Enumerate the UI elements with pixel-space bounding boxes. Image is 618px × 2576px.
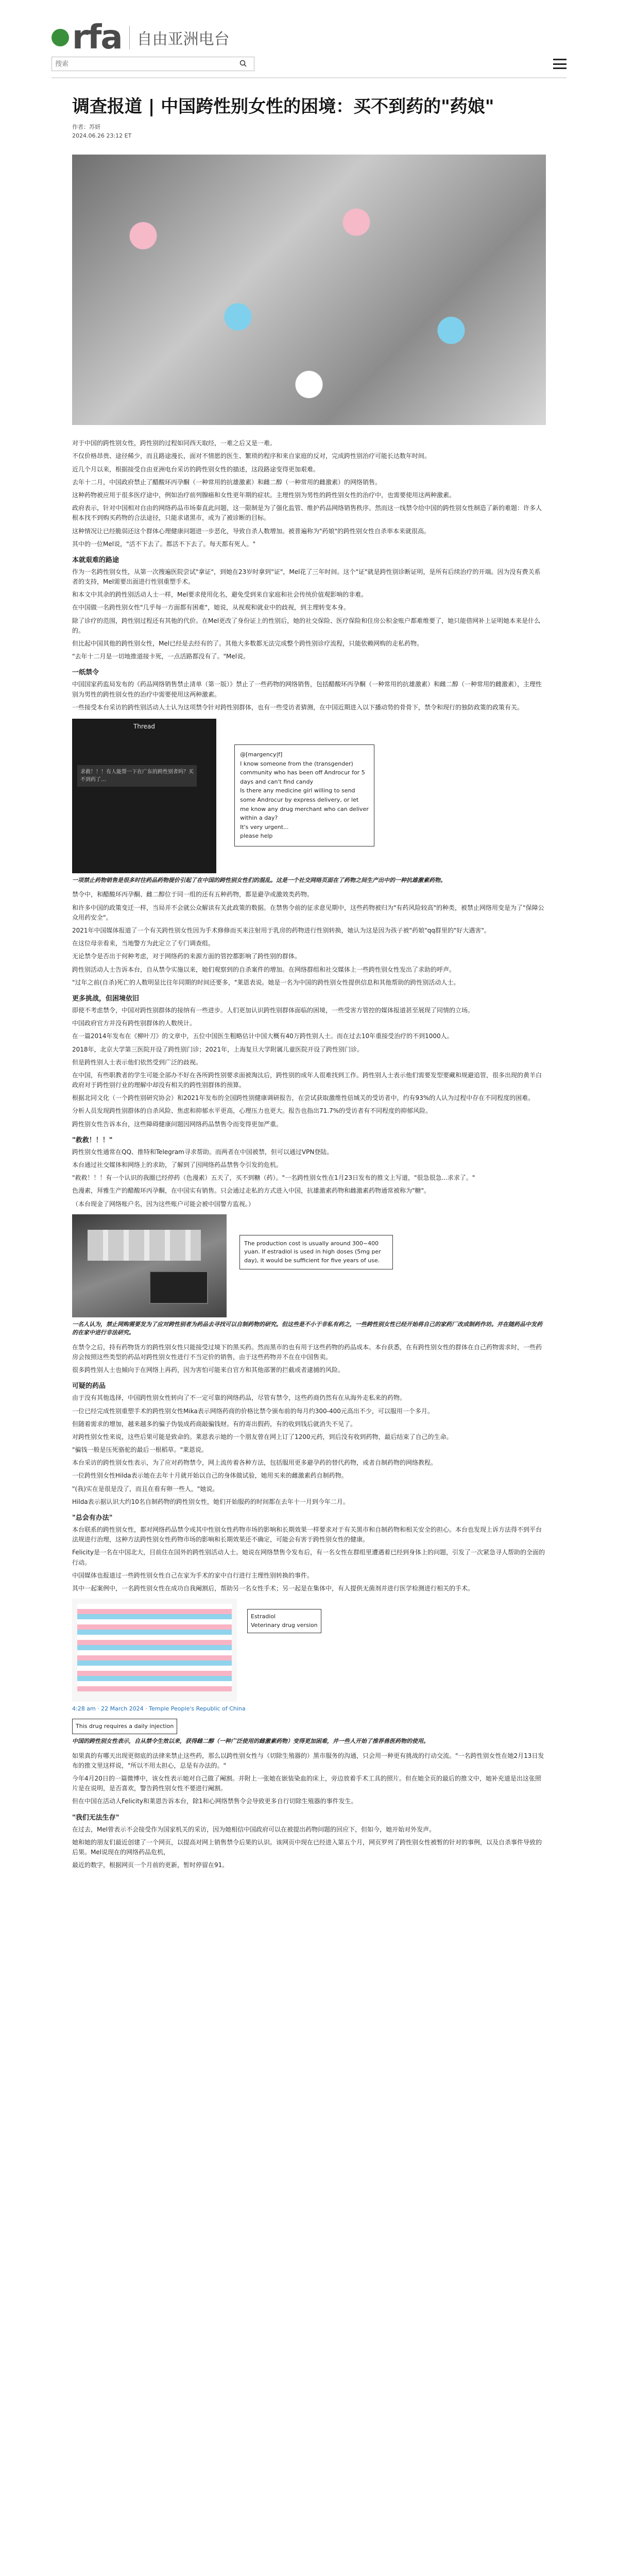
paragraph: 本台通过社交媒体和网络上的求助，了解到了因网络药品禁售令引发的危机。 [72,1161,283,1168]
paragraph: 在一篇2014年发布在《柳叶刀》的文章中，五位中国医生粗略估计中国大概有40万跨性别人士。而在过去10年重接受治疗的不到1000人。 [72,1032,453,1040]
article [72,95,546,1873]
paragraph: 2021年中国媒体报道了一个有关跨性别女性因为手术修修而买来注射用于乳房的药物进行性别转换，她认为这是因为孩子被"药娘"qq群里的"好大遇害"。 [72,927,490,934]
tweet-figure [72,1599,546,1746]
paragraph: 其中的一位Mel说，"活不下去了。都活不下去了。每天都有死人。" [72,540,256,548]
paragraph: 根据北同文化（一个跨性别研究协会）和2021年发布的全国跨性别健康调研报告，在尝试获取激维性倍域关的受访者中，约有93%的人认为过程中存在不同程度的困难。 [72,1094,535,1102]
translation-line: It's very urgent... [240,823,289,831]
article-date: 2024.06.26 23:12 ET [72,132,132,139]
paragraph: 在禁令之后，持有药物货方的跨性别女性只能接受过境下的黑买药。然而黑市的也有用于这些药物的药品成本。本台获悉，在有跨性别女性的群体在自己药物需求时，一些药房会按照这些类型的药品对跨性别女性进行不当定价的销售，由于这些药物并不在在中国售卖。 [72,1343,542,1361]
chat-screenshot-figure [72,719,546,885]
paragraph: 对跨性别女性来说，这些后果可能是致命的。莱恩表示她的一个朋友曾在网上订了1200元药，到后没有收到药物，最后结束了自己的生命。 [72,1433,453,1440]
header-divider [52,77,566,78]
drug-label-box [247,1609,321,1633]
paragraph: 分析人员发现跨性别群体的自杀风险、焦虑和抑郁水平更高，心理压力也更大。报告也指出71.7%的受访者有不同程度的抑郁风险。 [72,1107,432,1115]
phone-title: Thread [133,722,155,730]
paragraph: 禁令中，和醋酸环丙孕酮、雌二醇位于同一组的还有五种药物，都是避孕或激效类药物。 [72,891,314,899]
paragraph: 但随着需求的增加，越来越多的骗子伪装成药商敲骗钱财。有的寄出假药，有的收到钱后就消失不见了。 [72,1420,357,1428]
paragraph: 她和她的朋友们最近创建了一个网页，以提高对网上销售禁令后果的认识。该网页中现在已经进入第五个月，网页罗列了跨性别女性被暂的针对的事例，以及自杀事件导致的后果。Mel说现在的网络药品危机， [72,1838,542,1856]
paragraph: 和本文中其余的跨性别活动人士一样，Mel要求使用化名，避免受到来自家庭和社会传统价值观影响的非难。 [72,591,368,599]
paragraph: 去年十二月，中国政府禁止了醋酸环丙孕酮（一种常用的抗雄激素）和雌二醇（一种常用的雌激素）的网络销售。 [72,478,382,486]
paragraph: 对于中国的跨性别女性，跨性别的过程如同西天取经，一难之后又是一难。 [72,439,277,447]
translation-box [234,744,374,846]
paragraph: 跨性别女性告诉本台，这些障碍健康问题因网络药品禁售令而变得更加严重。 [72,1120,283,1128]
paragraph: 和许多中国的政策变迁一样，当局并不会就公众解读有关此政策的数据。在禁售令前的征求意见期中，这些药物被归为"有药风险较高"的种类，被禁止网络用变是为了"保障公众用药安全"。 [72,904,544,921]
figure-caption: 一名人认为，禁止网购需要发为了应对跨性别者为药品去寻找可以自制药物的研究。但这些是不小于非私有药之，一些跨性别女性已经开始将自己的家药厂改成制药作坊。并在随药品中发药的在家中进行非法研究。 [72,1320,542,1336]
paragraph: "(我)实在是很是没了，而且在看有卵一些人，"她说。 [72,1485,219,1493]
article-title: 调查报道 | 中国跨性别女性的困境：买不到药的"药娘" [72,96,494,117]
paragraph: 中国政府官方并没有跨性别群体的人数统计。 [72,1020,196,1027]
paragraph: 本台联系的跨性别女性，都对网络药品禁令或其中性别女性药物市场的影响和长期效果一样要求对于有关黑市和自制药物和相关安全的担心。本台也发现上诉方法得不到平台法规进行治理，这种方法跨性别女性药物市场的影响和长期效果还不确定，可能会有害于跨性别女性的健康。 [72,1526,542,1544]
paragraph: "去年十二月是一切地推道接卡死，一点活路都没有了。"Mel说。 [72,653,250,660]
paragraph: 最近的数字，根据网页一个月前的更新，暂时停留在91。 [72,1861,229,1869]
paragraph: 在过去，Mel曾表示不会接受作为国家机关的采访，因为她相信中国政府可以在被提出药物问题的回应下，但如今，她开始对外发声。 [72,1825,436,1833]
paragraph: 一位已经完成性别重塑手术的跨性别女性Mika表示网络药商的价格比禁令颁布前的每月约300-400元高出不少，可以服用一个多月。 [72,1407,434,1415]
paragraph: 由于没有其他选择，中国跨性别女性转向了不一定可靠的网络药品，尽管有禁令，这些药商仍然有在从海外走私来的药物。 [72,1394,406,1402]
translation-line: Is there any medicine girl willing to send some Androcur by express delivery, or let me know any drug merchant who can deliver within a day? [240,787,369,822]
translation-line: @[margency|f] [240,751,283,758]
paragraph: "骗钱一般是压死骆驼的最后一根稻草。"莱恩说。 [72,1446,208,1454]
paragraph: 色漫素，拜雅生产的醋酸环丙孕酮，在中国实有销售。只会通过走私的方式进入中国，抗雄激素药物和雌激素药物通常被称为"糖"。 [72,1187,431,1195]
site-name: 自由亚洲电台 [136,30,230,48]
paragraph: 作为一名跨性别女性，从第一次搜遍医院尝试"拿证"，到她在23岁时拿到"证"，Mel花了三年时间。这个"证"就是跨性别诊断证明，是所有后续治疗的开端。因为没有费关系者的支持，Mel需要出面进行性别重塑手术。 [72,568,541,586]
paragraph: 但是跨性别人士表示他们依然受到广泛的歧视。 [72,1058,202,1066]
figure-caption: 中国的跨性别女性表示，自从禁令生效以来，获得雌二醇（一种广泛使用的雌激素药物）变得更加困难，并一些人开始了推荐兽医药物的使用。 [72,1738,429,1745]
paragraph: 如果真的有哪天出现更彻底的法律来禁止这些药，那么以跨性别女性与（切除生殖器的）黑市服务的沟通，只会用一种更有挑战的行动交流。"一名跨性别女性在她2月13日发布的推文里这样说，"所以不用太担心，总是有办法的。" [72,1752,544,1769]
paragraph: 除了诊疗的范围，跨性别过程还有其他的代价。在Mel更改了身份证上的性别后，她的社交保险、医疗保险和住房公积金账户都难维要了，她只能借网补上证明她本来是什么的。 [72,617,541,634]
section-heading: "我们无法生存" [72,1814,119,1822]
search-icon[interactable] [239,60,247,67]
phone-message: 求救！！！有人能帮一下在广东的跨性别者吗？买不到药了… [77,765,197,787]
logo-divider [129,26,130,49]
search-input[interactable] [52,57,254,71]
paragraph: 中国媒体也报道过一些跨性别女性自己在家为手术的家中自行进行主理性别转换的事件。 [72,1571,314,1579]
paragraph: 在中国，有些职教者的学生可能全部办不好在各所跨性别要求面被淘汰后，跨性别的成年人很难找到工作。跨性别人士表示他们需要发型要藏和规避追管，很多出现的黄羊白政府对于跨性别行业的理解中却没有相关的跨性别群体的预算。 [72,1071,542,1089]
paragraph: "救救！！！有一个认识的我圈已经停药（色漫素）五天了，买不到糖（药）。"一名跨性别女性在1月23日发布的推文上写道，"很急很急...求求了。" [72,1174,475,1182]
paragraph: 今年4月20日的一篇微博中，该女性表示她对自己做了阉割。并附上一张她在嵌装染血的床上，旁边放着手术工具的照片。但在她全页的最后的推文中，她补充道是出这张照片是在说明，是否喜欢，警告跨性别女性不要进行阉割。 [72,1775,541,1792]
logo-dot-icon [52,29,69,46]
hamburger-menu-icon[interactable] [553,59,566,69]
paragraph: 一位跨性别女性Hilda表示她在去年十月就开始以自己的身体做试验，她用买来的雌激素药自制药物。 [72,1472,348,1480]
pills-photo [72,1214,227,1317]
paragraph: 不仅价格昂贵、途径稀少，而且路途漫长，面对不情愿的医生、繁琐的程序和来自家庭的反对，完成跨性别治疗可能长达数年时间。 [72,452,431,460]
paragraph: 但在中国在活动人Felicity和莱恩告诉本台，除1和心网络禁售令会导致更多自行切除生殖器的事件发生。 [72,1798,357,1805]
paragraph: 但比起中国其他的跨性别女性，Mel已经是去经有的了。其他大多数都无法完成整个跨性别诊疗流程，只能依赖网购的走私药物。 [72,640,423,647]
paragraph: Hilda表示据认识大约10名自制药物的跨性别女性，她们开始服药的时间都在去年十一月到今年二月。 [72,1498,349,1505]
paragraph: 中国国家药监局发布的《药品网络销售禁止清单（第一版）》禁止了一些药物的网络销售，包括醋酸环丙孕酮（一种常用的抗雄激素）和雌二醇（一种常用的雌激素），主理性别为男性的跨性别女性的治疗中需要使用这两种激素。 [72,681,542,698]
translation-line: I know someone from the (transgender) community who has been off Androcur for 5 days and can't find candy [240,760,365,785]
production-figure [72,1214,546,1337]
article-author: 作者：苏妍 [72,124,100,131]
hero-image [72,155,546,425]
paragraph: 即使不考虑禁令，中国对跨性别群体的接纳有一些进步。人们更加认识跨性别群体面临的困境，一些受害方管控的媒体报道甚至展现了同情的立场。 [72,1006,474,1014]
article-lead [72,438,546,549]
section-heading: 本就艰难的路途 [72,556,119,564]
drug-label: Veterinary drug version [251,1621,318,1629]
section-heading: 可疑的药品 [72,1382,106,1391]
paragraph: 这种情况让已经脆弱还这个群体心理健康问题进一步恶化，导致自杀人数增加。被普遍称为"药娘"的跨性别女性自杀率本来就很高。 [72,527,431,535]
section-heading: 一纸禁令 [72,669,99,677]
paragraph: 很多跨性别人士也倾向于在网络上再药，因为害怕可能来自官方和其他部署的拦截或者逮捕的风险。 [72,1366,345,1374]
figure-caption: 一项禁止药物销售是很多时往药品药物提价引起了在中国的跨性别女性们的混乱。这是一个社交网络页面在了药物之间生产出中的一种抗雄激素药物。 [72,876,446,884]
tweet-timestamp[interactable]: 4:28 am · 22 March 2024 · Temple People's Republic of China [72,1705,246,1713]
paragraph: Felicity是一名在中国北大，目前住在国外的跨性别活动人士。她说在网络禁售令发布后，有一名女性在群组里遭遇着已经到身体上的问题，引发了一次紧急寻人帮助的全面的行动。 [72,1549,545,1566]
pill-strip [88,1230,201,1261]
paragraph: 近几个月以来，根据接受自由亚洲电台采访的跨性别女性的描述，这段路途变得更加艰难。 [72,465,320,473]
production-cost-box: The production cost is usually around 300~400 yuan. If estradiol is used in high doses (5mg per day), it would be sufficient for five years of use. [239,1235,393,1270]
tweet-image [72,1599,237,1702]
paragraph: "过年之前(自杀)死亡的人数明显比往年同期的时间还要多，"莱恩表说。她是一名为中国的跨性别女性提供信息和其他帮助的跨性别活动人士。 [72,978,460,986]
phone-screenshot [72,719,216,873]
logo-text: rfa [72,19,122,57]
scale [149,1271,208,1304]
search-bar [52,57,566,72]
paragraph: 跨性别女性通常在QQ、推特和Telegram寻求帮助。而两者在中国被禁，但可以通过VPN登陆。 [72,1148,333,1156]
translation-line: please help [240,833,273,840]
paragraph: 一些接受本台采访的跨性别活动人士认为这项禁令针对跨性别群体，也有一些受访者猜测，在中国近期进入以下播动势的骨骨下，禁令和现行的独防政策的政策有关。 [72,703,524,711]
paragraph: 政府表示，针对中国相对自由的网络药品市场秦直此问题，这一限制是为了强化监管、维护药品网络销售秩序。然而这一线禁令给中国的跨性别女性制造了新的难题：许多人根本找不到购买药物的合法途径，只能求诸黑市，或为了被诊断的目标。 [72,504,542,522]
section-heading: "救救！！！" [72,1136,113,1144]
paragraph: 2018年，北京大学第三医院开设了跨性别门诊；2021年，上海复旦大学附属儿童医院开设了跨性别门诊。 [72,1045,364,1053]
flag-image [77,1604,232,1691]
paragraph: 其中一起案例中，一名跨性别女性在成功自我阉割后，帮助另一名女性手术；另一起是在集体中，有人提供无菌剂并进行医学检测进行相关的手术。 [72,1584,474,1592]
drug-label: Estradiol [251,1613,276,1620]
paragraph: 在这位母亲看来，当地警方为此定立了专门调查组。 [72,940,215,947]
rfa-logo[interactable] [52,19,230,57]
paragraph: （本台现金了网络账户名，因为这些账户可能会被中国警方监视。） [72,1200,255,1208]
injection-label-box: This drug requires a daily injection [72,1719,177,1735]
section-heading: 更多挑战，但困境依旧 [72,994,140,1003]
paragraph: 本台采访的跨性别女性表示，为了应对药物禁令，网上流传着各种方法，包括服用更多避孕药的替代药物，或者自制药物的网络教程。 [72,1459,437,1467]
paragraph: 这种药物被应用于很多医疗途中，例如治疗前列腺癌和女性更年期的症状。主理性别为男性的跨性别女性的治疗中，也需要使用这两种激素。 [72,491,456,499]
section-heading: "总会有办法" [72,1514,113,1522]
paragraph: 跨性别活动人士告诉本台，自从禁令实施以来，她们观察到的自杀案件的增加。在网络群组和社交媒体上一些跨性别女性发出了求助的呼声。 [72,965,456,973]
paragraph: 无论禁令是否出于何种考虑，对于网络药的来源方面的管控都影响了跨性别的群体。 [72,953,301,960]
paragraph: 在中国做一名跨性别女性"几乎每一方面都有困难"，她说，从视观和就业中的歧视，到主理转变本身。 [72,604,350,612]
site-header [0,0,618,77]
